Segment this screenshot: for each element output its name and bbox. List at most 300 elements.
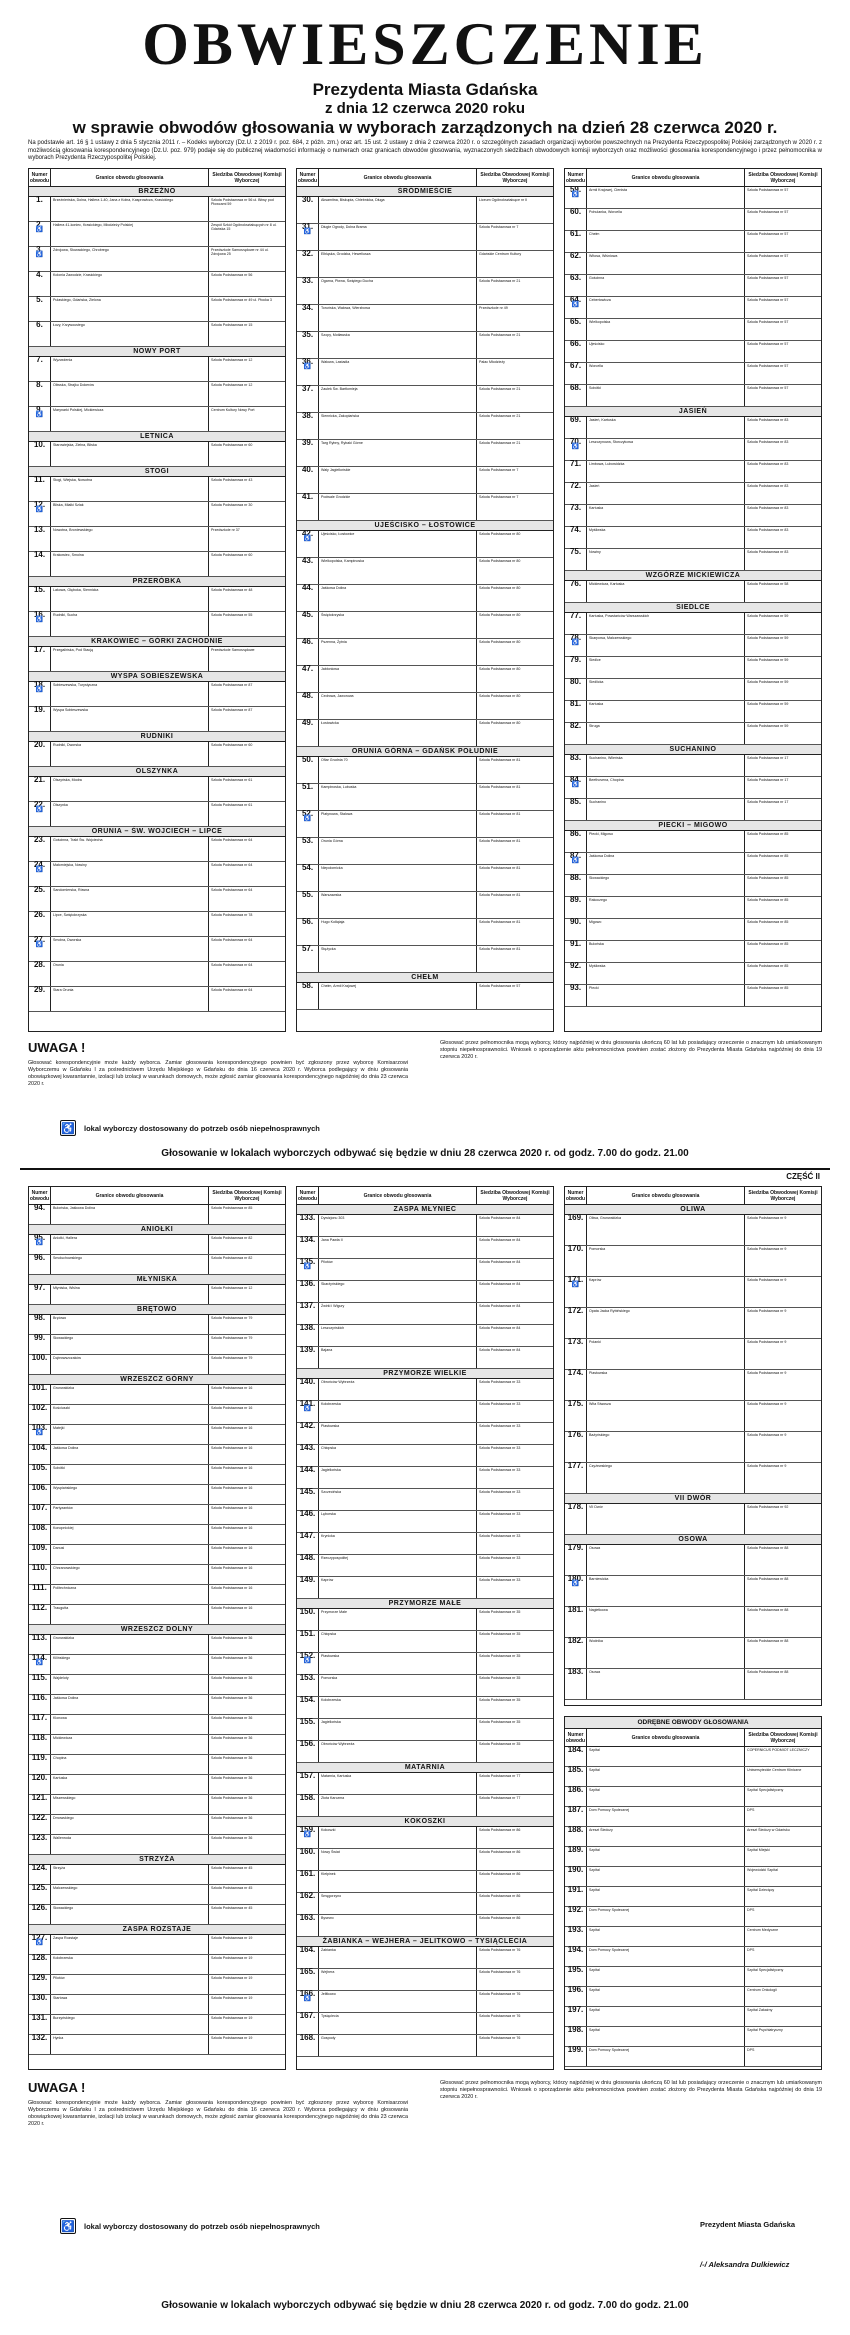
- commission-seat: Szkoła Podstawowa nr 85: [747, 964, 789, 968]
- district-boundaries: Szpital: [587, 1787, 745, 1806]
- district-row: [565, 549, 821, 571]
- district-row: [29, 1485, 285, 1505]
- wheelchair-icon: ♿: [35, 252, 44, 259]
- district-number: 35.: [301, 330, 314, 339]
- commission-seat: Szkoła Podstawowa nr 83: [747, 550, 789, 554]
- district-number: 20.: [33, 740, 46, 749]
- district-number-cell: [29, 1975, 51, 1994]
- wheelchair-icon: ♿: [303, 536, 312, 543]
- district-number: 3.: [36, 245, 43, 254]
- district-row: [29, 1675, 285, 1695]
- district-number-cell: [565, 1767, 587, 1786]
- district-row: [297, 1631, 553, 1653]
- district-number: 34.: [301, 303, 314, 312]
- district-row: [565, 417, 821, 439]
- district-boundaries: Obrońców Wybrzeża: [319, 1741, 477, 1762]
- district-number: 101.: [31, 1383, 48, 1392]
- district-heading: STRZYŻA: [29, 1855, 285, 1865]
- district-boundaries: Kampinoska, Lubuska: [319, 784, 477, 810]
- commission-seat: Szkoła Podstawowa nr 9: [747, 1464, 787, 1468]
- district-heading: WZGÓRZE MICKIEWICZA: [565, 571, 821, 581]
- table-header: [565, 169, 821, 187]
- district-row: [297, 197, 553, 224]
- commission-seat: DPS: [747, 2048, 755, 2052]
- commission-seat: Szkoła Podstawowa nr 79: [211, 1336, 253, 1340]
- section-divider: [20, 1168, 830, 1170]
- district-row: [297, 1697, 553, 1719]
- district-number-cell: [29, 987, 51, 1011]
- district-number-cell: [29, 777, 51, 801]
- district-number-cell: [29, 1285, 51, 1304]
- table-header: [29, 1187, 285, 1205]
- district-row: [565, 319, 821, 341]
- district-boundaries: Szpital: [587, 1767, 745, 1786]
- district-number: 191.: [567, 1885, 584, 1894]
- district-row: [29, 1715, 285, 1735]
- district-number-cell: [565, 1401, 587, 1431]
- district-row: [29, 862, 285, 887]
- district-number: 16.: [33, 610, 46, 619]
- commission-seat: Szkoła Podstawowa nr 80: [479, 694, 521, 698]
- district-boundaries: Podwale Grodzkie: [319, 494, 477, 520]
- wheelchair-icon: ♿: [35, 1660, 44, 1667]
- district-number-cell: [565, 1907, 587, 1926]
- district-number: 169.: [567, 1213, 584, 1222]
- district-number-cell: [29, 1755, 51, 1774]
- district-number-cell: [29, 802, 51, 826]
- district-row: [565, 1246, 821, 1277]
- district-row: [29, 322, 285, 347]
- district-row: [297, 278, 553, 305]
- district-row: [29, 837, 285, 862]
- district-boundaries: Warszawska: [319, 892, 477, 918]
- district-number-cell: [565, 385, 587, 406]
- district-number-cell: [297, 1653, 319, 1674]
- district-number-cell: [565, 1847, 587, 1866]
- district-boundaries: Szpital: [587, 1847, 745, 1866]
- district-row: [565, 897, 821, 919]
- district-boundaries: Pilotów: [51, 1975, 209, 1994]
- commission-seat: Szkoła Podstawowa nr 30: [211, 503, 253, 507]
- district-row: [297, 224, 553, 251]
- commission-seat: Szkoła Podstawowa nr 85: [211, 1206, 253, 1210]
- district-boundaries: Bulońska, Jaśkowa Dolina: [51, 1205, 209, 1224]
- district-boundaries: Pohulanka, Worcella: [587, 209, 745, 230]
- district-boundaries: Szpital: [587, 1987, 745, 2006]
- district-boundaries: Limbowa, Lubowidzka: [587, 461, 745, 482]
- district-number: 138.: [299, 1323, 316, 1332]
- commission-seat: Szkoła Podstawowa nr 86: [479, 1872, 521, 1876]
- district-number: 2.: [36, 220, 43, 229]
- district-boundaries: Klonowa: [51, 1715, 209, 1734]
- district-boundaries: Kołobrzeska: [319, 1401, 477, 1422]
- district-number: 120.: [31, 1773, 48, 1782]
- district-boundaries: Wielkopolska: [587, 319, 745, 340]
- wheelchair-icon: ♿: [60, 1120, 76, 1136]
- district-number-cell: [297, 1259, 319, 1280]
- district-boundaries: Dom Pomocy Społecznej: [587, 1907, 745, 1926]
- district-row: [565, 1847, 821, 1867]
- district-row: [29, 247, 285, 272]
- district-number-cell: [29, 1355, 51, 1374]
- district-number-cell: [565, 505, 587, 526]
- district-row: [297, 693, 553, 720]
- district-number-cell: [297, 2035, 319, 2056]
- wheelchair-icon: ♿: [303, 1264, 312, 1271]
- header-number: Numer obwodu: [565, 1187, 587, 1204]
- district-number-cell: [565, 1638, 587, 1668]
- district-number-cell: [297, 305, 319, 331]
- commission-seat: Szkoła Podstawowa nr 86: [479, 1828, 521, 1832]
- header-seat: Siedziba Obwodowej Komisji Wyborczej: [212, 1189, 282, 1202]
- district-number: 97.: [33, 1283, 46, 1292]
- district-number: 102.: [31, 1403, 48, 1412]
- commission-seat: Szkoła Podstawowa nr 87: [211, 708, 253, 712]
- district-number-cell: [565, 635, 587, 656]
- district-number: 123.: [31, 1833, 48, 1842]
- district-row: [297, 1555, 553, 1577]
- district-row: [565, 1370, 821, 1401]
- district-number-cell: [297, 1631, 319, 1652]
- district-table-column: [564, 1186, 822, 1706]
- district-number: 53.: [301, 836, 314, 845]
- district-number-cell: [297, 865, 319, 891]
- commission-seat: Szkoła Podstawowa nr 88: [747, 1608, 789, 1612]
- district-boundaries: Chopina: [51, 1755, 209, 1774]
- district-number: 98.: [33, 1313, 46, 1322]
- district-number-cell: [297, 1849, 319, 1870]
- district-number: 10.: [33, 440, 46, 449]
- district-number-cell: [29, 272, 51, 296]
- district-number: 185.: [567, 1765, 584, 1774]
- district-number: 5.: [36, 295, 43, 304]
- district-boundaries: Przymorze Małe: [319, 1609, 477, 1630]
- district-number-cell: [565, 461, 587, 482]
- district-boundaries: Oliwska, Strajku Dokerów: [51, 382, 209, 406]
- signature-name: /-/ Aleksandra Dulkiewicz: [700, 2260, 790, 2269]
- header-number: Numer obwodu: [565, 169, 587, 186]
- district-row: [297, 585, 553, 612]
- district-number-cell: [29, 1655, 51, 1674]
- district-number-cell: [297, 413, 319, 439]
- district-number: 199.: [567, 2045, 584, 2054]
- wheelchair-icon: ♿: [35, 1430, 44, 1437]
- district-number-cell: [565, 1967, 587, 1986]
- district-boundaries: Obrońców Wybrzeża: [319, 1379, 477, 1400]
- district-number: 146.: [299, 1509, 316, 1518]
- district-number: 24.: [33, 860, 46, 869]
- district-boundaries: Piecki, Migowo: [587, 831, 745, 852]
- district-number-cell: [565, 341, 587, 362]
- district-number: 143.: [299, 1443, 316, 1452]
- district-heading: SUCHANINO: [565, 745, 821, 755]
- commission-seat: Szkoła Podstawowa nr 57: [479, 984, 521, 988]
- district-boundaries: Rudniki, Sucha: [51, 612, 209, 636]
- district-row: [29, 1335, 285, 1355]
- district-number: 55.: [301, 890, 314, 899]
- district-row: [297, 1281, 553, 1303]
- district-number-cell: [297, 1237, 319, 1258]
- district-number: 76.: [569, 579, 582, 588]
- district-boundaries: Smoluchowskiego: [51, 1255, 209, 1274]
- district-heading: KOKOSZKI: [297, 1817, 553, 1827]
- district-row: [565, 253, 821, 275]
- district-heading: ORUNIA GÓRNA – GDAŃSK POŁUDNIE: [297, 747, 553, 757]
- district-boundaries: Oliwa, Grunwaldzka: [587, 1215, 745, 1245]
- district-number: 15.: [33, 585, 46, 594]
- district-number-cell: [297, 838, 319, 864]
- wheelchair-icon: ♿: [35, 227, 44, 234]
- district-row: [29, 987, 285, 1012]
- district-row: [297, 251, 553, 278]
- commission-seat: Szkoła Podstawowa nr 88: [747, 1577, 789, 1581]
- district-number: 135.: [299, 1257, 316, 1266]
- commission-seat: Wojewódzki Szpital: [747, 1868, 778, 1872]
- district-row: [297, 413, 553, 440]
- district-number-cell: [297, 332, 319, 358]
- district-row: [29, 1835, 285, 1855]
- district-number: 45.: [301, 610, 314, 619]
- commission-seat: Szkoła Podstawowa nr 19: [211, 2036, 253, 2040]
- district-boundaries: Chełm, Armii Krajowej: [319, 983, 477, 1009]
- district-number-cell: [29, 1635, 51, 1654]
- district-number: 33.: [301, 276, 314, 285]
- commission-seat: Szkoła Podstawowa nr 85: [747, 854, 789, 858]
- district-row: [565, 985, 821, 1007]
- district-boundaries: Jabłoniowa: [319, 666, 477, 692]
- district-heading: ŻABIANKA – WEJHERA – JELITKOWO – TYSIĄCLECIA: [297, 1937, 553, 1947]
- commission-seat: Szpital Miejski: [747, 1848, 770, 1852]
- district-boundaries: Suchanino, Wileńska: [587, 755, 745, 776]
- district-row: [565, 831, 821, 853]
- district-row: [565, 1545, 821, 1576]
- district-row: [297, 1893, 553, 1915]
- district-number-cell: [565, 1576, 587, 1606]
- district-number-cell: [565, 1947, 587, 1966]
- district-number-cell: [565, 1987, 587, 2006]
- district-row: [29, 382, 285, 407]
- wheelchair-icon: ♿: [571, 1581, 580, 1588]
- commission-seat: Szkoła Podstawowa nr 76: [479, 1970, 521, 1974]
- district-row: [565, 1867, 821, 1887]
- district-row: [297, 494, 553, 521]
- district-number: 88.: [569, 873, 582, 882]
- district-number: 25.: [33, 885, 46, 894]
- district-number: 70.: [569, 437, 582, 446]
- district-number-cell: [565, 875, 587, 896]
- district-row: [297, 332, 553, 359]
- commission-seat: Szkoła Podstawowa nr 33: [479, 1512, 521, 1516]
- commission-seat: Szkoła Podstawowa nr 57: [747, 232, 789, 236]
- district-boundaries: Politechniczna: [51, 1585, 209, 1604]
- district-row: [297, 1423, 553, 1445]
- district-row: [565, 919, 821, 941]
- district-boundaries: Matarnia, Kartuska: [319, 1773, 477, 1794]
- commission-seat: Szkoła Podstawowa nr 36: [211, 1656, 253, 1660]
- district-boundaries: Przegalińska, Pod Stacją: [51, 647, 209, 671]
- notice-heading: UWAGA !: [28, 1040, 86, 1055]
- district-row: [565, 341, 821, 363]
- district-number-cell: [297, 1947, 319, 1968]
- signature-title: Prezydent Miasta Gdańska: [700, 2220, 796, 2229]
- district-number-cell: [297, 1871, 319, 1892]
- district-row: [297, 1991, 553, 2013]
- district-row: [565, 755, 821, 777]
- district-boundaries: Jelitkowo: [319, 1991, 477, 2012]
- district-boundaries: Złota Karczma: [319, 1795, 477, 1816]
- district-number-cell: [29, 1445, 51, 1464]
- district-boundaries: Starowiejska, Zielna, Bliska: [51, 442, 209, 466]
- district-row: [297, 1347, 553, 1369]
- district-boundaries: Siedlce: [587, 657, 745, 678]
- district-number: 47.: [301, 664, 314, 673]
- district-number: 145.: [299, 1487, 316, 1496]
- district-boundaries: Łozy, Krzywoustego: [51, 322, 209, 346]
- district-row: [565, 439, 821, 461]
- district-number-cell: [565, 1545, 587, 1575]
- district-boundaries: Lęborska: [319, 1511, 477, 1532]
- commission-seat: Szkoła Podstawowa nr 58: [747, 582, 789, 586]
- district-table-column: [296, 168, 554, 1032]
- district-boundaries: Nagietkowa: [587, 1607, 745, 1637]
- district-boundaries: Skarpowa, Malczewskiego: [587, 635, 745, 656]
- commission-seat: Szkoła Podstawowa nr 35: [479, 1654, 521, 1658]
- district-boundaries: Grunwaldzka: [51, 1635, 209, 1654]
- district-row: [29, 1815, 285, 1835]
- district-boundaries: Migowo: [587, 919, 745, 940]
- district-number-cell: [565, 1669, 587, 1699]
- district-number: 131.: [31, 2013, 48, 2022]
- district-number: 141.: [299, 1399, 316, 1408]
- district-number-cell: [29, 1565, 51, 1584]
- district-number: 94.: [33, 1203, 46, 1212]
- district-boundaries: Witosa, Wiśniowa: [587, 253, 745, 274]
- header-number: Numer obwodu: [297, 169, 319, 186]
- district-row: [297, 1467, 553, 1489]
- district-row: [29, 1545, 285, 1565]
- commission-seat: Szkoła Podstawowa nr 45: [211, 1866, 253, 1870]
- district-row: [29, 1775, 285, 1795]
- commission-seat: Szkoła Podstawowa nr 64: [211, 863, 253, 867]
- commission-seat: Szkoła Podstawowa nr 81: [479, 785, 521, 789]
- district-number: 71.: [569, 459, 582, 468]
- commission-seat: Szkoła Podstawowa nr 84: [479, 1260, 521, 1264]
- district-boundaries: Osowa: [587, 1545, 745, 1575]
- district-number-cell: [29, 612, 51, 636]
- commission-seat: Szkoła Podstawowa nr 9: [747, 1247, 787, 1251]
- district-boundaries: Burzyńskiego: [51, 2015, 209, 2034]
- district-row: [297, 1577, 553, 1599]
- commission-seat: Szkoła Podstawowa nr 56 ul. Bitwy pod Płowcami 59: [211, 198, 274, 207]
- district-number-cell: [29, 1695, 51, 1714]
- district-row: [29, 742, 285, 767]
- district-number: 17.: [33, 645, 46, 654]
- commission-seat: Szkoła Podstawowa nr 16: [211, 1546, 253, 1550]
- proxy-voting-notice: Głosować przez pełnomocnika mogą wyborcy, którzy najpóźniej w dniu głosowania ukończą 60 lat lub posiadający orzeczenie o znacznym lub umiarkowanym stopniu niepełnosprawności. Wniosek o sporządzenie aktu pełnomocnictwa powinien zostać złożony do Prezydenta Miasta Gdańska najpóźniej do dnia 19 czerwca 2020 r.: [440, 1040, 822, 1060]
- district-boundaries: Startowa: [51, 1995, 209, 2014]
- district-row: [565, 679, 821, 701]
- district-number: 155.: [299, 1717, 316, 1726]
- district-number: 84.: [569, 775, 582, 784]
- district-row: [297, 1511, 553, 1533]
- commission-seat: Szkoła Podstawowa nr 9: [747, 1278, 787, 1282]
- district-row: [29, 1975, 285, 1995]
- commission-seat: Szkoła Podstawowa nr 9: [747, 1340, 787, 1344]
- district-number: 160.: [299, 1847, 316, 1856]
- district-number: 110.: [31, 1563, 48, 1572]
- district-boundaries: Wały Jagiellońskie: [319, 467, 477, 493]
- district-number-cell: [29, 862, 51, 886]
- commission-seat: Szkoła Podstawowa nr 21: [479, 387, 521, 391]
- district-boundaries: Jasień, Kartuska: [587, 417, 745, 438]
- commission-seat: Szkoła Podstawowa nr 33: [479, 1402, 521, 1406]
- voting-hours: Głosowanie w lokalach wyborczych odbywać się będzie w dniu 28 czerwca 2020 r. od godz. 7.00 do godz. 21.00: [161, 1148, 689, 1159]
- commission-seat: Szkoła Podstawowa nr 16: [211, 1406, 253, 1410]
- district-row: [565, 723, 821, 745]
- district-row: [297, 1653, 553, 1675]
- commission-seat: Szkoła Podstawowa nr 61: [211, 778, 253, 782]
- district-number: 12.: [33, 500, 46, 509]
- district-boundaries: Areszt Śledczy: [587, 1827, 745, 1846]
- district-number: 13.: [33, 525, 46, 534]
- district-row: [29, 357, 285, 382]
- district-number-cell: [297, 784, 319, 810]
- district-row: [297, 1795, 553, 1817]
- commission-seat: Szkoła Podstawowa nr 83: [747, 506, 789, 510]
- district-row: [565, 1669, 821, 1700]
- district-number-cell: [297, 1467, 319, 1488]
- district-row: [565, 1907, 821, 1927]
- commission-seat: Liceum Ogólnokształcące nr II: [479, 198, 528, 202]
- district-number: 119.: [31, 1753, 48, 1762]
- district-row: [297, 2013, 553, 2035]
- commission-seat: Szkoła Podstawowa nr 82: [211, 1256, 253, 1260]
- district-row: [297, 1303, 553, 1325]
- district-number-cell: [565, 853, 587, 874]
- district-number: 52.: [301, 809, 314, 818]
- commission-seat: Szkoła Podstawowa nr 33: [479, 1380, 521, 1384]
- district-number-cell: [565, 231, 587, 252]
- district-number: 149.: [299, 1575, 316, 1584]
- district-number-cell: [565, 417, 587, 438]
- district-number: 137.: [299, 1301, 316, 1310]
- district-boundaries: Konopnickiej: [51, 1525, 209, 1544]
- wheelchair-icon: ♿: [571, 1282, 580, 1289]
- commission-seat: Szkoła Podstawowa nr 12: [211, 383, 253, 387]
- commission-seat: Szpital Zakaźny: [747, 2008, 773, 2012]
- district-number: 144.: [299, 1465, 316, 1474]
- district-row: [29, 707, 285, 732]
- district-boundaries: Jaśkowa Dolina: [587, 853, 745, 874]
- district-boundaries: Chłopska: [319, 1631, 477, 1652]
- accessibility-legend-text: lokal wyborczy dostosowany do potrzeb osób niepełnosprawnych: [84, 1123, 320, 1133]
- district-number: 93.: [569, 983, 582, 992]
- wheelchair-icon: ♿: [35, 942, 44, 949]
- district-number-cell: [297, 278, 319, 304]
- district-number: 112.: [31, 1603, 48, 1612]
- district-number: 142.: [299, 1421, 316, 1430]
- district-row: [29, 272, 285, 297]
- district-row: [297, 305, 553, 332]
- district-number-cell: [565, 1215, 587, 1245]
- district-row: [297, 784, 553, 811]
- district-row: [29, 1235, 285, 1255]
- district-number: 114.: [31, 1653, 48, 1662]
- district-number: 175.: [567, 1399, 584, 1408]
- district-row: [29, 1905, 285, 1925]
- district-number: 64.: [569, 295, 582, 304]
- district-boundaries: Rzeczypospolitej: [319, 1555, 477, 1576]
